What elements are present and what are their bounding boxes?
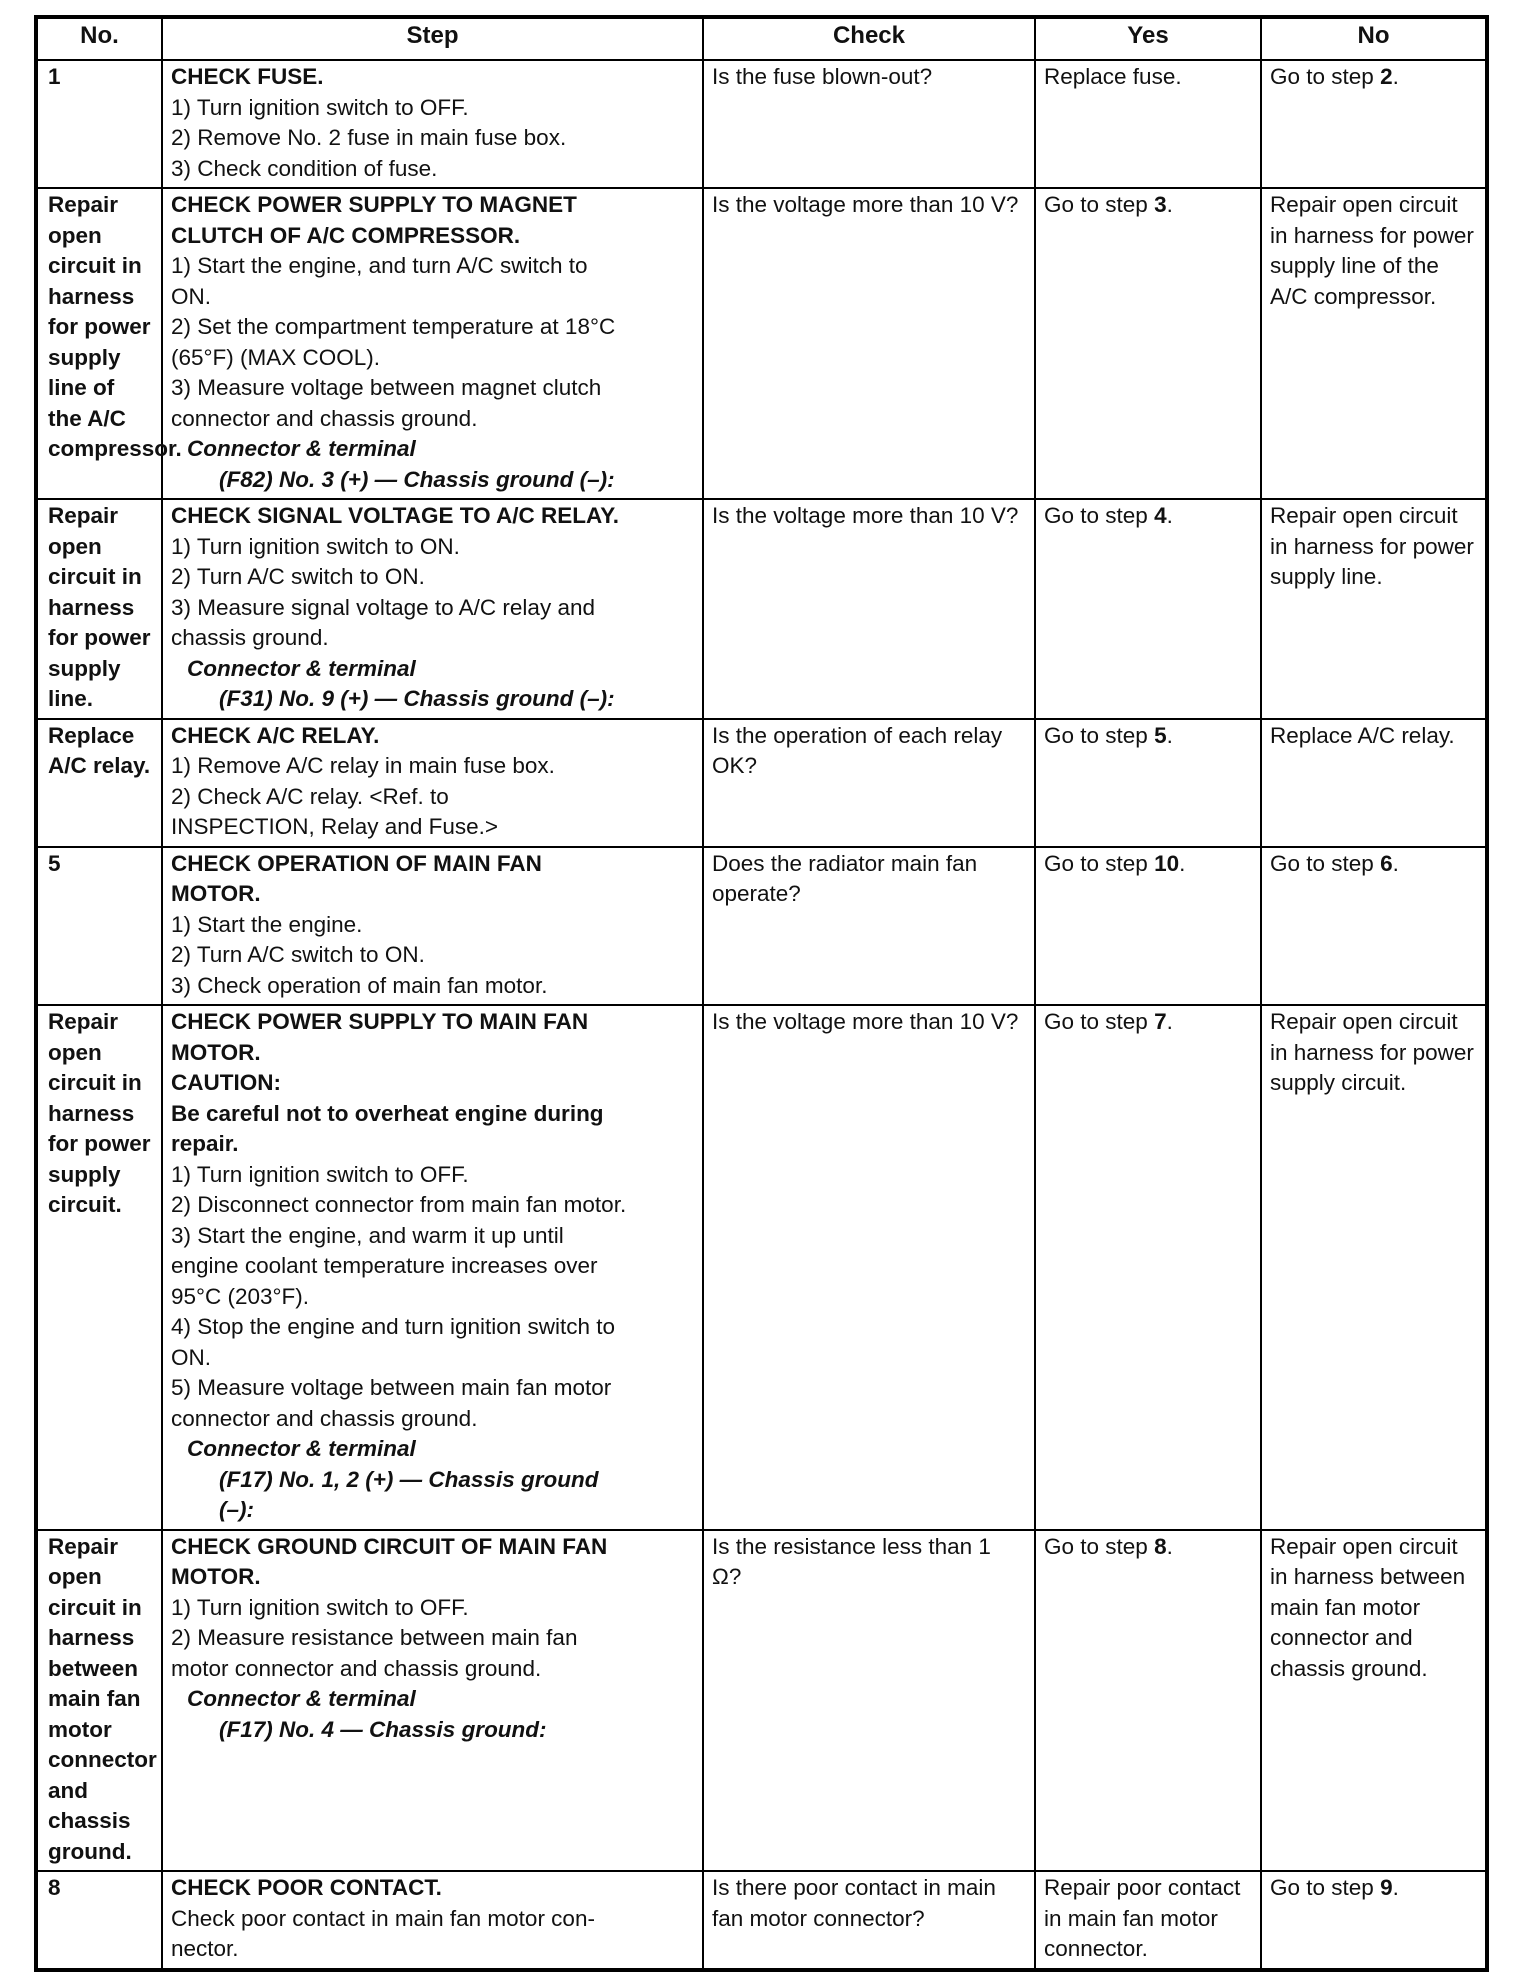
step-cell	[162, 499, 703, 719]
no-suffix: .	[1392, 1875, 1399, 1900]
row-number: Repair open circuit in harness between main fan motor connector and chassis ground.	[36, 1530, 162, 1872]
row-number: 5	[36, 847, 162, 1006]
no-suffix: .	[1392, 850, 1399, 876]
yes-cell	[1035, 719, 1261, 847]
yes-step-number: 3	[1154, 192, 1167, 217]
header-no: No.	[36, 17, 162, 60]
step-line: 3) Check condition of fuse.	[171, 155, 438, 181]
step-line: 3) Check operation of main fan motor.	[171, 972, 548, 998]
step-line: 1) Start the engine, and turn A/C switch to	[171, 253, 588, 278]
step-title: CHECK OPERATION OF MAIN FAN	[171, 850, 542, 876]
terminal-spec: (F82) No. 3 (+) — Chassis ground (–):	[219, 466, 615, 492]
caution-label: CAUTION:	[171, 1070, 281, 1095]
check-cell: Is the voltage more than 10 V?	[703, 1005, 1035, 1530]
step-line: 1) Start the engine.	[171, 911, 363, 937]
row-number: 8	[36, 1871, 162, 1970]
no-step-number: 6	[1380, 850, 1393, 876]
header-step: Step	[162, 17, 703, 60]
yes-step-number: 8	[1154, 1533, 1167, 1559]
step-title: MOTOR.	[171, 881, 261, 906]
no-cell: Repair open circuit in harness for power supply line.	[1261, 499, 1487, 719]
yes-text: Go to step	[1044, 850, 1155, 876]
step-cell	[162, 719, 703, 847]
row-number: 1	[36, 60, 162, 188]
step-title: MOTOR.	[171, 1564, 261, 1589]
yes-suffix: .	[1166, 1009, 1173, 1034]
step-title: CHECK GROUND CIRCUIT OF MAIN FAN	[171, 1533, 608, 1559]
step-title: CHECK POWER SUPPLY TO MAIN FAN	[171, 1009, 589, 1034]
no-text: Go to step	[1270, 1875, 1381, 1900]
no-cell	[1261, 847, 1487, 1006]
step-line: 2) Turn A/C switch to ON.	[171, 942, 425, 967]
yes-cell	[1035, 1005, 1261, 1530]
connector-label: Connector & terminal	[187, 1436, 416, 1461]
yes-cell	[1035, 499, 1261, 719]
step-line: 2) Measure resistance between main fan	[171, 1625, 578, 1650]
no-step-number: 2	[1380, 64, 1393, 89]
step-line: 3) Measure signal voltage to A/C relay and	[171, 594, 595, 620]
caution-text: repair.	[171, 1131, 239, 1156]
yes-text: Go to step	[1044, 1533, 1155, 1559]
step-cell	[162, 1530, 703, 1872]
step-line: 2) Check A/C relay. <Ref. to	[171, 783, 449, 809]
terminal-spec: (F31) No. 9 (+) — Chassis ground (–):	[219, 686, 615, 711]
step-line: ON.	[171, 1344, 212, 1370]
terminal-spec: (F17) No. 4 — Chassis ground:	[219, 1716, 547, 1742]
no-cell: Repair open circuit in harness for power supply line of the A/C compressor.	[1261, 188, 1487, 499]
yes-suffix: .	[1166, 722, 1173, 748]
step-title: CLUTCH OF A/C COMPRESSOR.	[171, 222, 521, 248]
row-number: Replace A/C relay.	[36, 719, 162, 847]
yes-suffix: .	[1166, 1533, 1173, 1559]
check-cell: Is the voltage more than 10 V?	[703, 499, 1035, 719]
yes-suffix: .	[1166, 503, 1173, 528]
step-line: 2) Remove No. 2 fuse in main fuse box.	[171, 125, 567, 150]
step-title: CHECK POWER SUPPLY TO MAGNET	[171, 192, 577, 217]
yes-step-number: 10	[1154, 850, 1180, 876]
terminal-spec: (–):	[219, 1497, 254, 1522]
step-title: CHECK POOR CONTACT.	[171, 1875, 442, 1900]
table-row	[36, 188, 1487, 499]
table-row	[36, 60, 1487, 188]
yes-text: Go to step	[1044, 503, 1155, 528]
header-no-result: No	[1261, 17, 1487, 60]
no-text: Go to step	[1270, 64, 1381, 89]
no-cell	[1261, 1871, 1487, 1970]
connector-label: Connector & terminal	[187, 436, 416, 461]
step-line: 1) Turn ignition switch to OFF.	[171, 1594, 469, 1620]
step-line: ON.	[171, 283, 212, 309]
table-row	[36, 1530, 1487, 1872]
no-cell: Replace A/C relay.	[1261, 719, 1487, 847]
table-row	[36, 719, 1487, 847]
diagnostic-table	[34, 15, 1489, 1972]
yes-step-number: 4	[1154, 503, 1167, 528]
no-cell: Repair open circuit in harness for power supply circuit.	[1261, 1005, 1487, 1530]
step-line: 95°C (203°F).	[171, 1283, 310, 1309]
step-line: motor connector and chassis ground.	[171, 1655, 542, 1681]
step-cell	[162, 1871, 703, 1970]
check-cell: Does the radiator main fan operate?	[703, 847, 1035, 1006]
step-cell	[162, 188, 703, 499]
check-cell: Is there poor contact in main fan motor connector?	[703, 1871, 1035, 1970]
check-cell: Is the fuse blown-out?	[703, 60, 1035, 188]
step-line: 3) Start the engine, and warm it up until	[171, 1222, 564, 1248]
yes-cell: Repair poor contact in main fan motor connector.	[1035, 1871, 1261, 1970]
step-line: engine coolant temperature increases over	[171, 1253, 598, 1278]
row-number: Repair open circuit in harness for power supply line of the A/C compressor.	[36, 188, 162, 499]
row-number: Repair open circuit in harness for power supply line.	[36, 499, 162, 719]
step-title: CHECK FUSE.	[171, 64, 324, 89]
terminal-spec: (F17) No. 1, 2 (+) — Chassis ground	[219, 1466, 599, 1492]
caution-text: Be careful not to overheat engine during	[171, 1100, 604, 1126]
table-row	[36, 1005, 1487, 1530]
header-yes: Yes	[1035, 17, 1261, 60]
no-text: Go to step	[1270, 850, 1381, 876]
yes-text: Go to step	[1044, 722, 1155, 748]
yes-text: Go to step	[1044, 192, 1155, 217]
check-cell: Is the operation of each relay OK?	[703, 719, 1035, 847]
step-line: chassis ground.	[171, 625, 329, 650]
connector-label: Connector & terminal	[187, 655, 416, 681]
step-title: CHECK SIGNAL VOLTAGE TO A/C RELAY.	[171, 503, 619, 528]
header-row	[36, 17, 1487, 60]
step-line: Check poor contact in main fan motor con-	[171, 1905, 595, 1931]
step-cell	[162, 60, 703, 188]
step-line: connector and chassis ground.	[171, 405, 478, 431]
yes-cell	[1035, 188, 1261, 499]
no-suffix: .	[1392, 64, 1399, 89]
check-cell: Is the resistance less than 1 Ω?	[703, 1530, 1035, 1872]
yes-text: Go to step	[1044, 1009, 1155, 1034]
yes-step-number: 7	[1154, 1009, 1167, 1034]
table-row	[36, 1871, 1487, 1970]
step-line: (65°F) (MAX COOL).	[171, 344, 381, 370]
step-line: 4) Stop the engine and turn ignition switch to	[171, 1314, 616, 1339]
step-line: 5) Measure voltage between main fan motor	[171, 1375, 612, 1400]
no-cell: Repair open circuit in harness between main fan motor connector and chassis ground.	[1261, 1530, 1487, 1872]
step-line: nector.	[171, 1936, 239, 1961]
yes-suffix: .	[1166, 192, 1173, 217]
step-line: 2) Disconnect connector from main fan motor.	[171, 1192, 627, 1217]
yes-cell	[1035, 847, 1261, 1006]
step-line: 2) Set the compartment temperature at 18°C	[171, 314, 616, 339]
step-line: connector and chassis ground.	[171, 1405, 478, 1431]
yes-cell	[1035, 1530, 1261, 1872]
row-number: Repair open circuit in harness for power supply circuit.	[36, 1005, 162, 1530]
no-cell	[1261, 60, 1487, 188]
table-row	[36, 847, 1487, 1006]
step-line: 1) Turn ignition switch to OFF.	[171, 94, 469, 120]
no-step-number: 9	[1380, 1875, 1393, 1900]
header-check: Check	[703, 17, 1035, 60]
step-line: 1) Remove A/C relay in main fuse box.	[171, 753, 555, 778]
connector-label: Connector & terminal	[187, 1686, 416, 1711]
yes-step-number: 5	[1154, 722, 1167, 748]
step-line: 1) Turn ignition switch to OFF.	[171, 1161, 469, 1187]
step-title: MOTOR.	[171, 1039, 261, 1065]
yes-suffix: .	[1179, 850, 1186, 876]
yes-cell: Replace fuse.	[1035, 60, 1261, 188]
step-line: 1) Turn ignition switch to ON.	[171, 533, 460, 559]
check-cell: Is the voltage more than 10 V?	[703, 188, 1035, 499]
step-line: 2) Turn A/C switch to ON.	[171, 564, 425, 589]
step-cell	[162, 847, 703, 1006]
table-row	[36, 499, 1487, 719]
step-title: CHECK A/C RELAY.	[171, 722, 380, 748]
step-line: 3) Measure voltage between magnet clutch	[171, 375, 602, 400]
step-cell	[162, 1005, 703, 1530]
step-line: INSPECTION, Relay and Fuse.>	[171, 814, 498, 839]
